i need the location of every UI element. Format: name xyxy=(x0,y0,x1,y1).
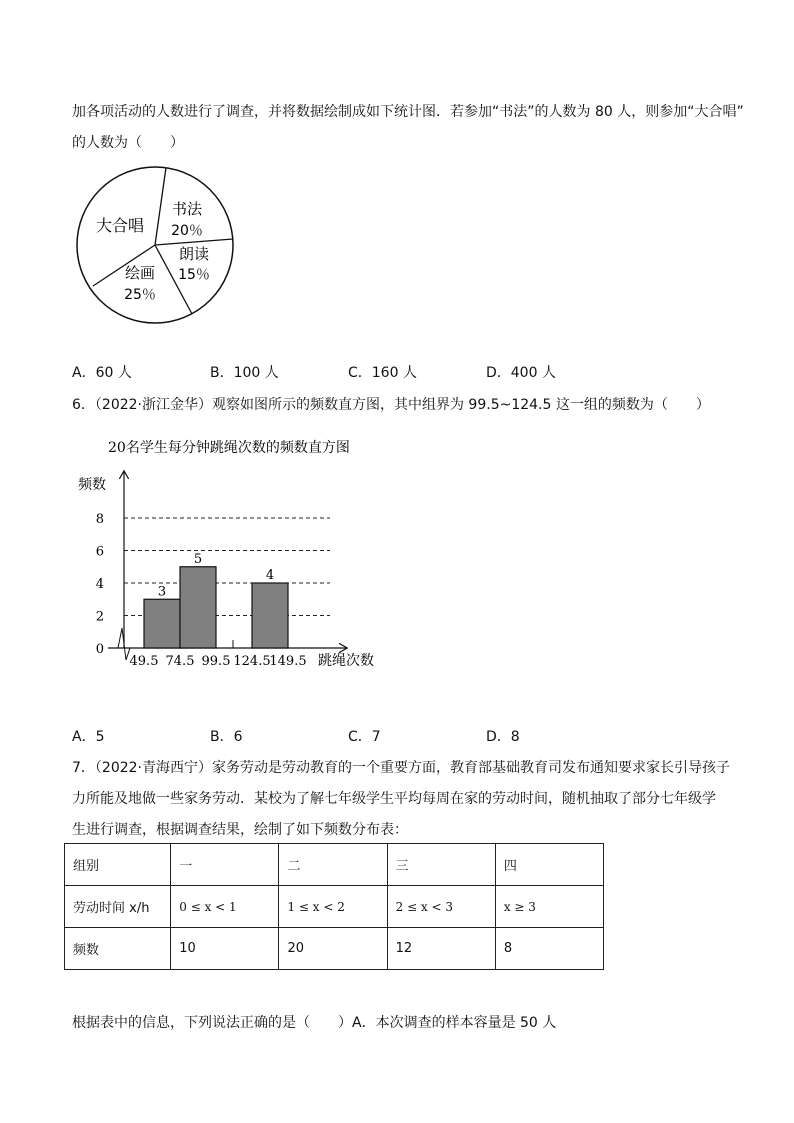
histogram-bar xyxy=(180,567,216,648)
q6-option-b: B．6 xyxy=(210,729,243,745)
q5-stem-line2: 的人数为（ ） xyxy=(72,135,184,151)
q5-option-c: C．160 人 xyxy=(348,365,417,381)
histogram-x-tick-label: 99.5 xyxy=(201,654,231,669)
histogram-bar xyxy=(252,583,288,648)
q7-stem-line3: 生进行调查，根据调查结果，绘制了如下频数分布表： xyxy=(72,822,408,838)
pie-slice-value-calligraphy: 20％ xyxy=(171,223,203,239)
histogram-bar-label: 4 xyxy=(265,568,275,583)
pie-slice-label-chorus: 大合唱 xyxy=(95,216,145,235)
histogram-y-tick-label: 4 xyxy=(95,577,104,592)
q5-stem-line1: 加各项活动的人数进行了调查，并将数据绘制成如下统计图．若参加“书法”的人数为 80 人，则参加“大合唱” xyxy=(72,104,744,120)
histogram-x-tick-label: 149.5 xyxy=(269,654,307,669)
table-cell: 10 xyxy=(171,928,279,970)
pie-slice-value-reading: 15％ xyxy=(178,267,210,283)
histogram-title: 20名学生每分钟跳绳次数的频数直方图 xyxy=(108,440,350,456)
q6-option-d: D．8 xyxy=(486,729,520,745)
histogram-x-tick-label: 74.5 xyxy=(165,654,195,669)
histogram-x-tick-label: 124.5 xyxy=(233,654,271,669)
q5-option-a: A．60 人 xyxy=(72,365,132,381)
histogram-bar xyxy=(144,599,180,648)
table-cell: 频数 xyxy=(65,928,171,970)
q6-option-c: C．7 xyxy=(348,729,381,745)
table-row xyxy=(65,928,604,970)
q6-option-a: A．5 xyxy=(72,729,105,745)
pie-slice-value-painting: 25％ xyxy=(124,287,156,303)
q5-option-d: D．400 人 xyxy=(486,365,556,381)
histogram-bar-label: 5 xyxy=(193,551,203,567)
histogram-y-label: 频数 xyxy=(78,477,106,493)
table-row xyxy=(65,844,604,886)
q6-stem: 6．（2022·浙江金华）观察如图所示的频数直方图，其中组界为 99.5~124.5 这一组的频数为（ ） xyxy=(72,397,710,413)
table-cell: 四 xyxy=(495,844,603,886)
pie-slice-label-calligraphy: 书法 xyxy=(171,200,203,218)
table-cell: 二 xyxy=(279,844,387,886)
table-cell: 三 xyxy=(387,844,495,886)
histogram-y-tick-label: 8 xyxy=(95,512,104,527)
table-cell: 劳动时间 x/h xyxy=(65,886,171,928)
histogram-y-tick-label: 2 xyxy=(95,609,104,625)
table-cell: 20 xyxy=(279,928,387,970)
table-cell: 一 xyxy=(171,844,279,886)
histogram-x-label: 跳绳次数 xyxy=(318,653,374,669)
frequency-table xyxy=(64,843,604,970)
table-cell: 0 ≤ x < 1 xyxy=(171,886,279,928)
histogram-x-tick-label: 49.5 xyxy=(129,654,159,669)
table-cell: 2 ≤ x < 3 xyxy=(387,886,495,928)
table-cell: 1 ≤ x < 2 xyxy=(279,886,387,928)
table-cell: 8 xyxy=(495,928,603,970)
pie-slice-label-painting: 绘画 xyxy=(124,264,156,282)
histogram-y-tick-label: 6 xyxy=(95,544,104,560)
histogram-bar-label: 3 xyxy=(157,584,167,600)
table-row xyxy=(65,886,604,928)
q7-stem-line2: 力所能及地做一些家务劳动．某校为了解七年级学生平均每周在家的劳动时间，随机抽取了部分七年级学 xyxy=(72,791,716,807)
pie-chart xyxy=(75,165,235,325)
table-cell: 12 xyxy=(387,928,495,970)
table-cell: 组别 xyxy=(65,844,171,886)
q7-stem-line1: 7．（2022·青海西宁）家务劳动是劳动教育的一个重要方面，教育部基础教育司发布通知要求家长引导孩子 xyxy=(72,760,730,776)
table-cell: x ≥ 3 xyxy=(495,886,603,928)
histogram-y-tick-label: 0 xyxy=(95,642,104,657)
histogram-chart xyxy=(60,430,400,675)
q7-after-table: 根据表中的信息，下列说法正确的是（ ）A．本次调查的样本容量是 50 人 xyxy=(72,1015,557,1031)
pie-slice-label-reading: 朗读 xyxy=(178,245,210,263)
q5-option-b: B．100 人 xyxy=(210,365,279,381)
